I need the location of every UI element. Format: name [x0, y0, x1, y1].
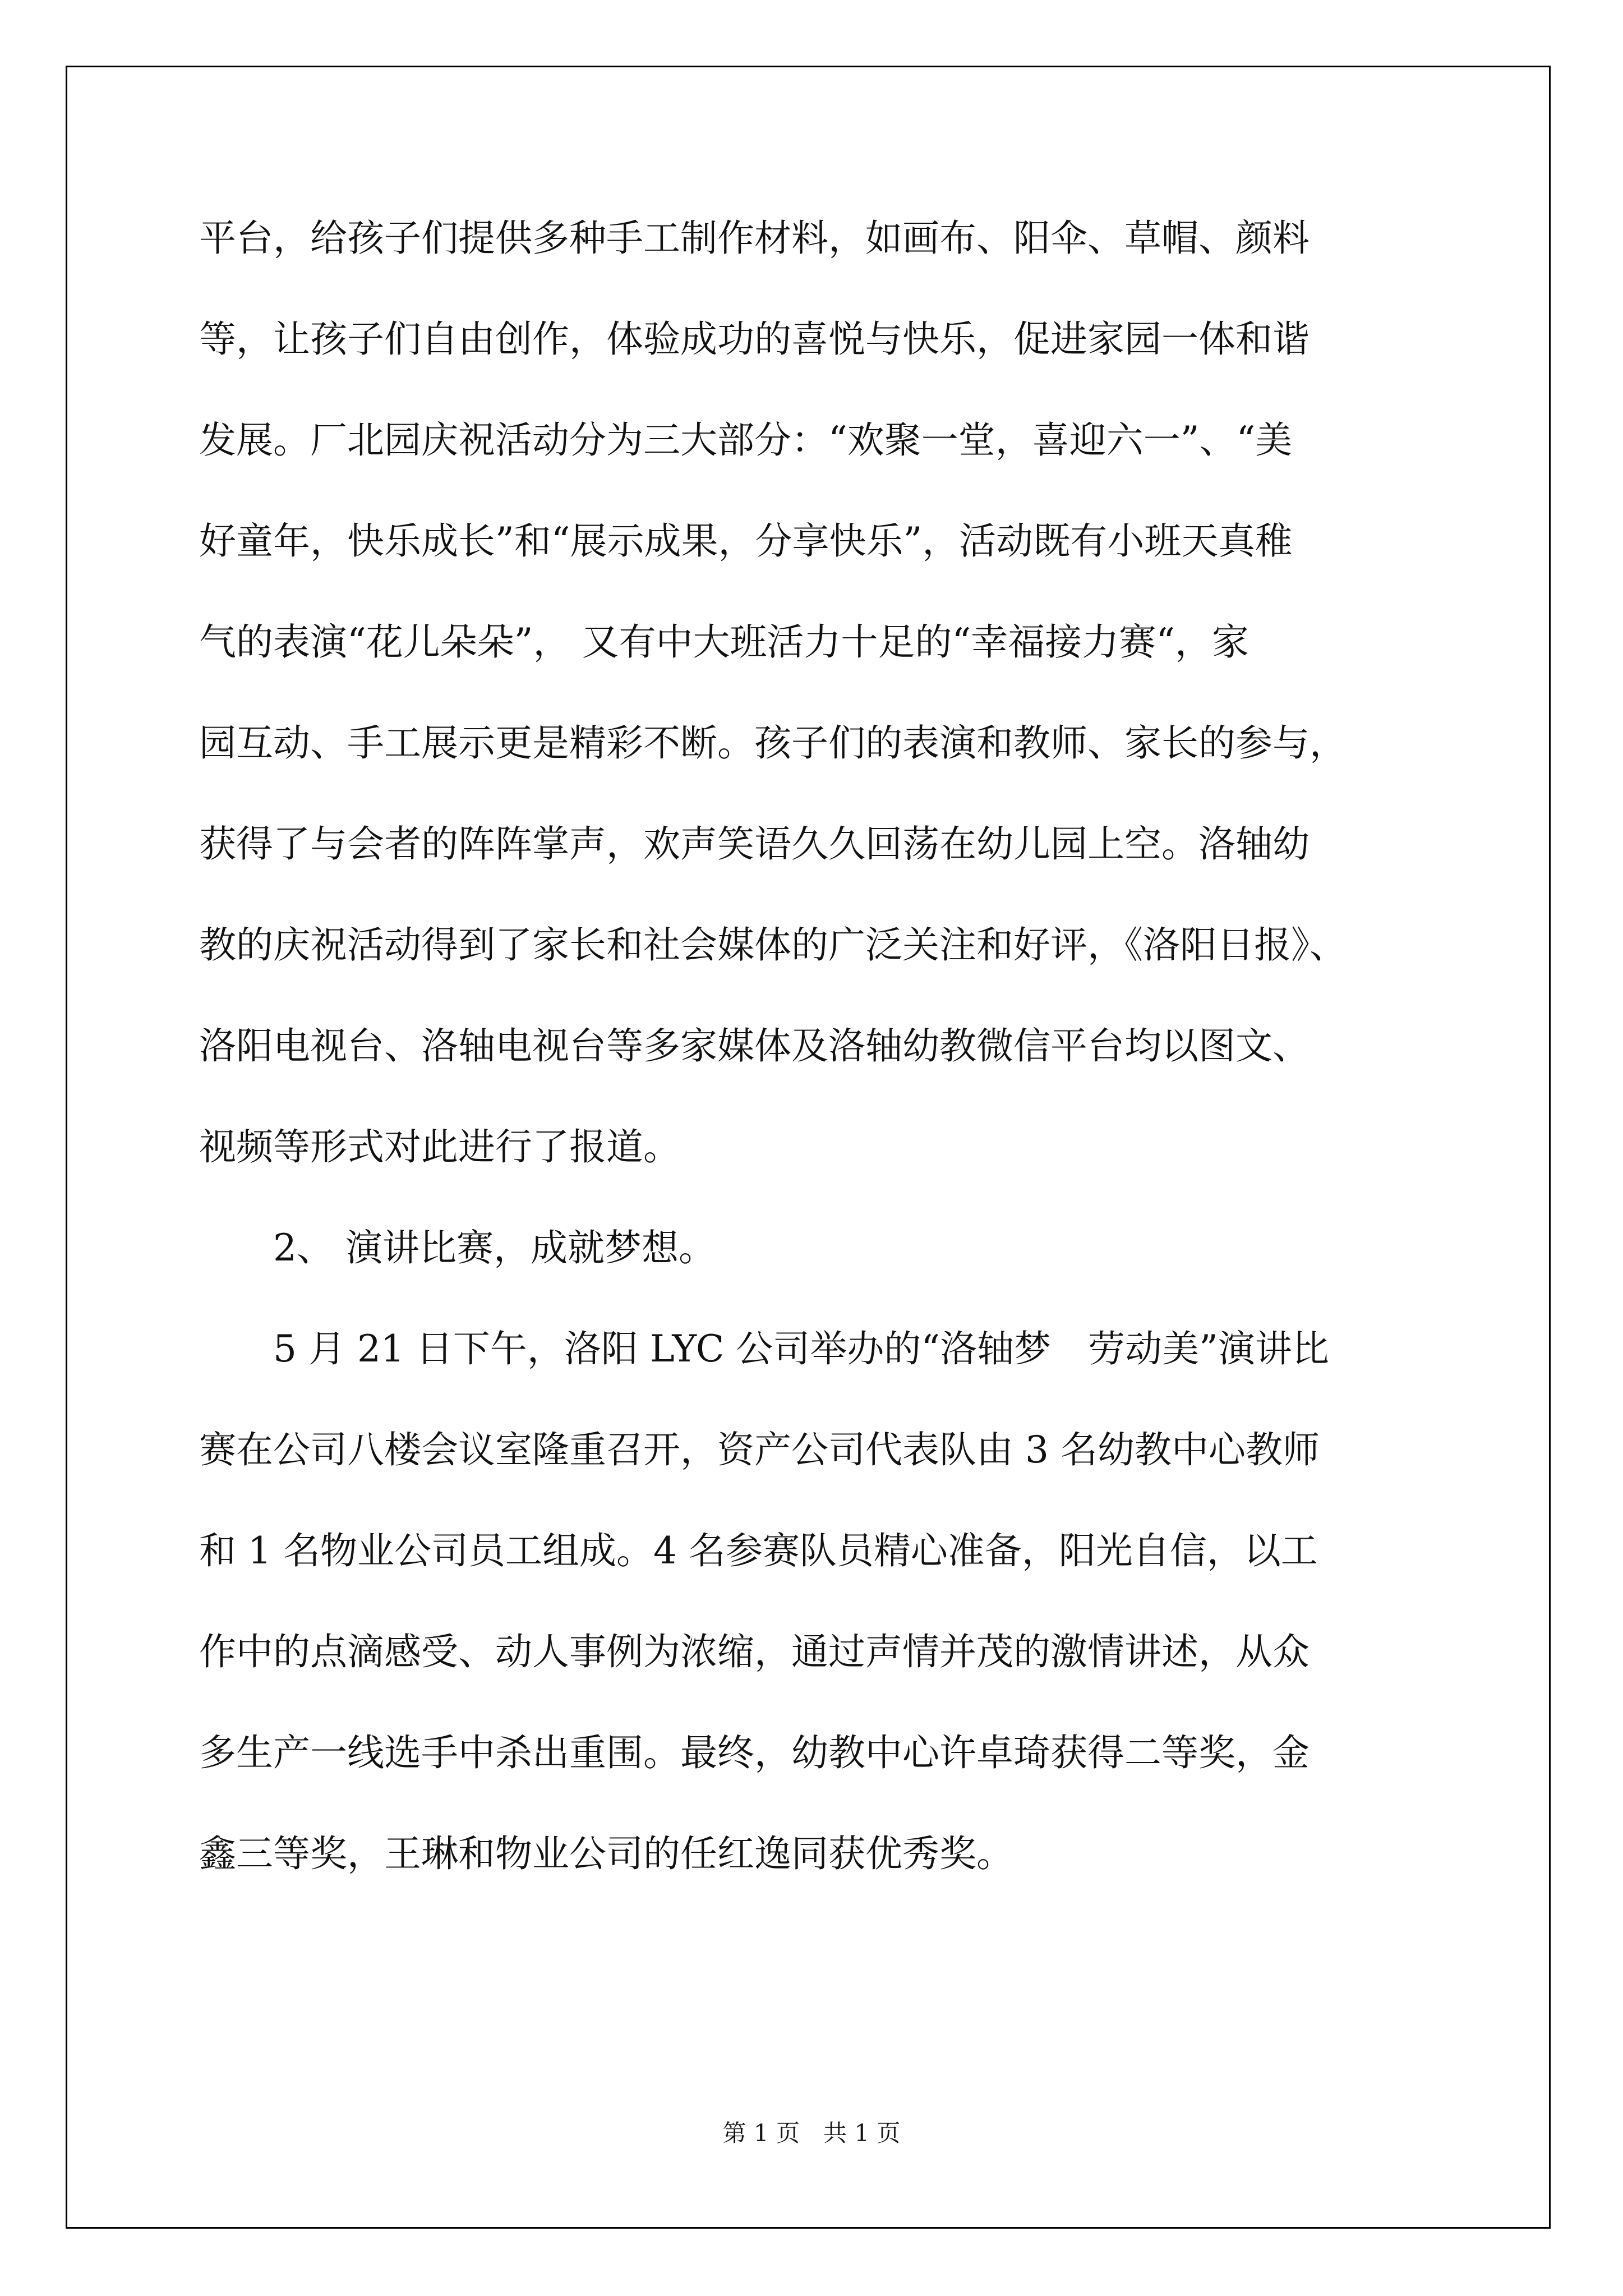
text-line: 园互动、手工展示更是精彩不断。孩子们的表演和教师、家长的参与，	[199, 721, 1347, 765]
text-line: 赛在公司八楼会议室隆重召开，资产公司代表队由 3 名幼教中心教师	[199, 1428, 1320, 1471]
page-number-footer: 第 1 页 共 1 页	[722, 2119, 901, 2147]
text-line: 好童年，快乐成长”和“展示成果，分享快乐”，活动既有小班天真稚	[199, 519, 1293, 563]
text-line: 等，让孩子们自由创作，体验成功的喜悦与快乐，促进家园一体和谐	[199, 318, 1310, 361]
text-line: 5 月 21 日下午，洛阳 LYC 公司举办的“洛轴梦 劳动美”演讲比	[199, 1327, 1329, 1370]
text-line: 平台，给孩子们提供多种手工制作材料，如画布、阳伞、草帽、颜料	[199, 217, 1310, 260]
text-line: 视频等形式对此进行了报道。	[199, 1125, 680, 1168]
text-line: 教的庆祝活动得到了家长和社会媒体的广泛关注和好评，《洛阳日报》、	[199, 923, 1347, 967]
section-heading: 2、 演讲比赛，成就梦想。	[199, 1226, 716, 1269]
text-line: 和 1 名物业公司员工组成。4 名参赛队员精心准备，阳光自信，以工	[199, 1529, 1318, 1572]
text-line: 作中的点滴感受、动人事例为浓缩，通过声情并茂的激情讲述，从众	[199, 1630, 1310, 1673]
text-line: 多生产一线选手中杀出重围。最终，幼教中心许卓琦获得二等奖，金	[199, 1731, 1310, 1774]
text-line: 鑫三等奖，王琳和物业公司的任红逸同获优秀奖。	[199, 1832, 1013, 1875]
text-line: 洛阳电视台、洛轴电视台等多家媒体及洛轴幼教微信平台均以图文、	[199, 1024, 1310, 1068]
text-line: 气的表演“花儿朵朵”， 又有中大班活力十足的“幸福接力赛“，家	[199, 620, 1249, 664]
text-line: 发展。厂北园庆祝活动分为三大部分：“欢聚一堂，喜迎六一”、“美	[199, 418, 1293, 462]
text-line: 获得了与会者的阵阵掌声，欢声笑语久久回荡在幼儿园上空。洛轴幼	[199, 822, 1310, 866]
